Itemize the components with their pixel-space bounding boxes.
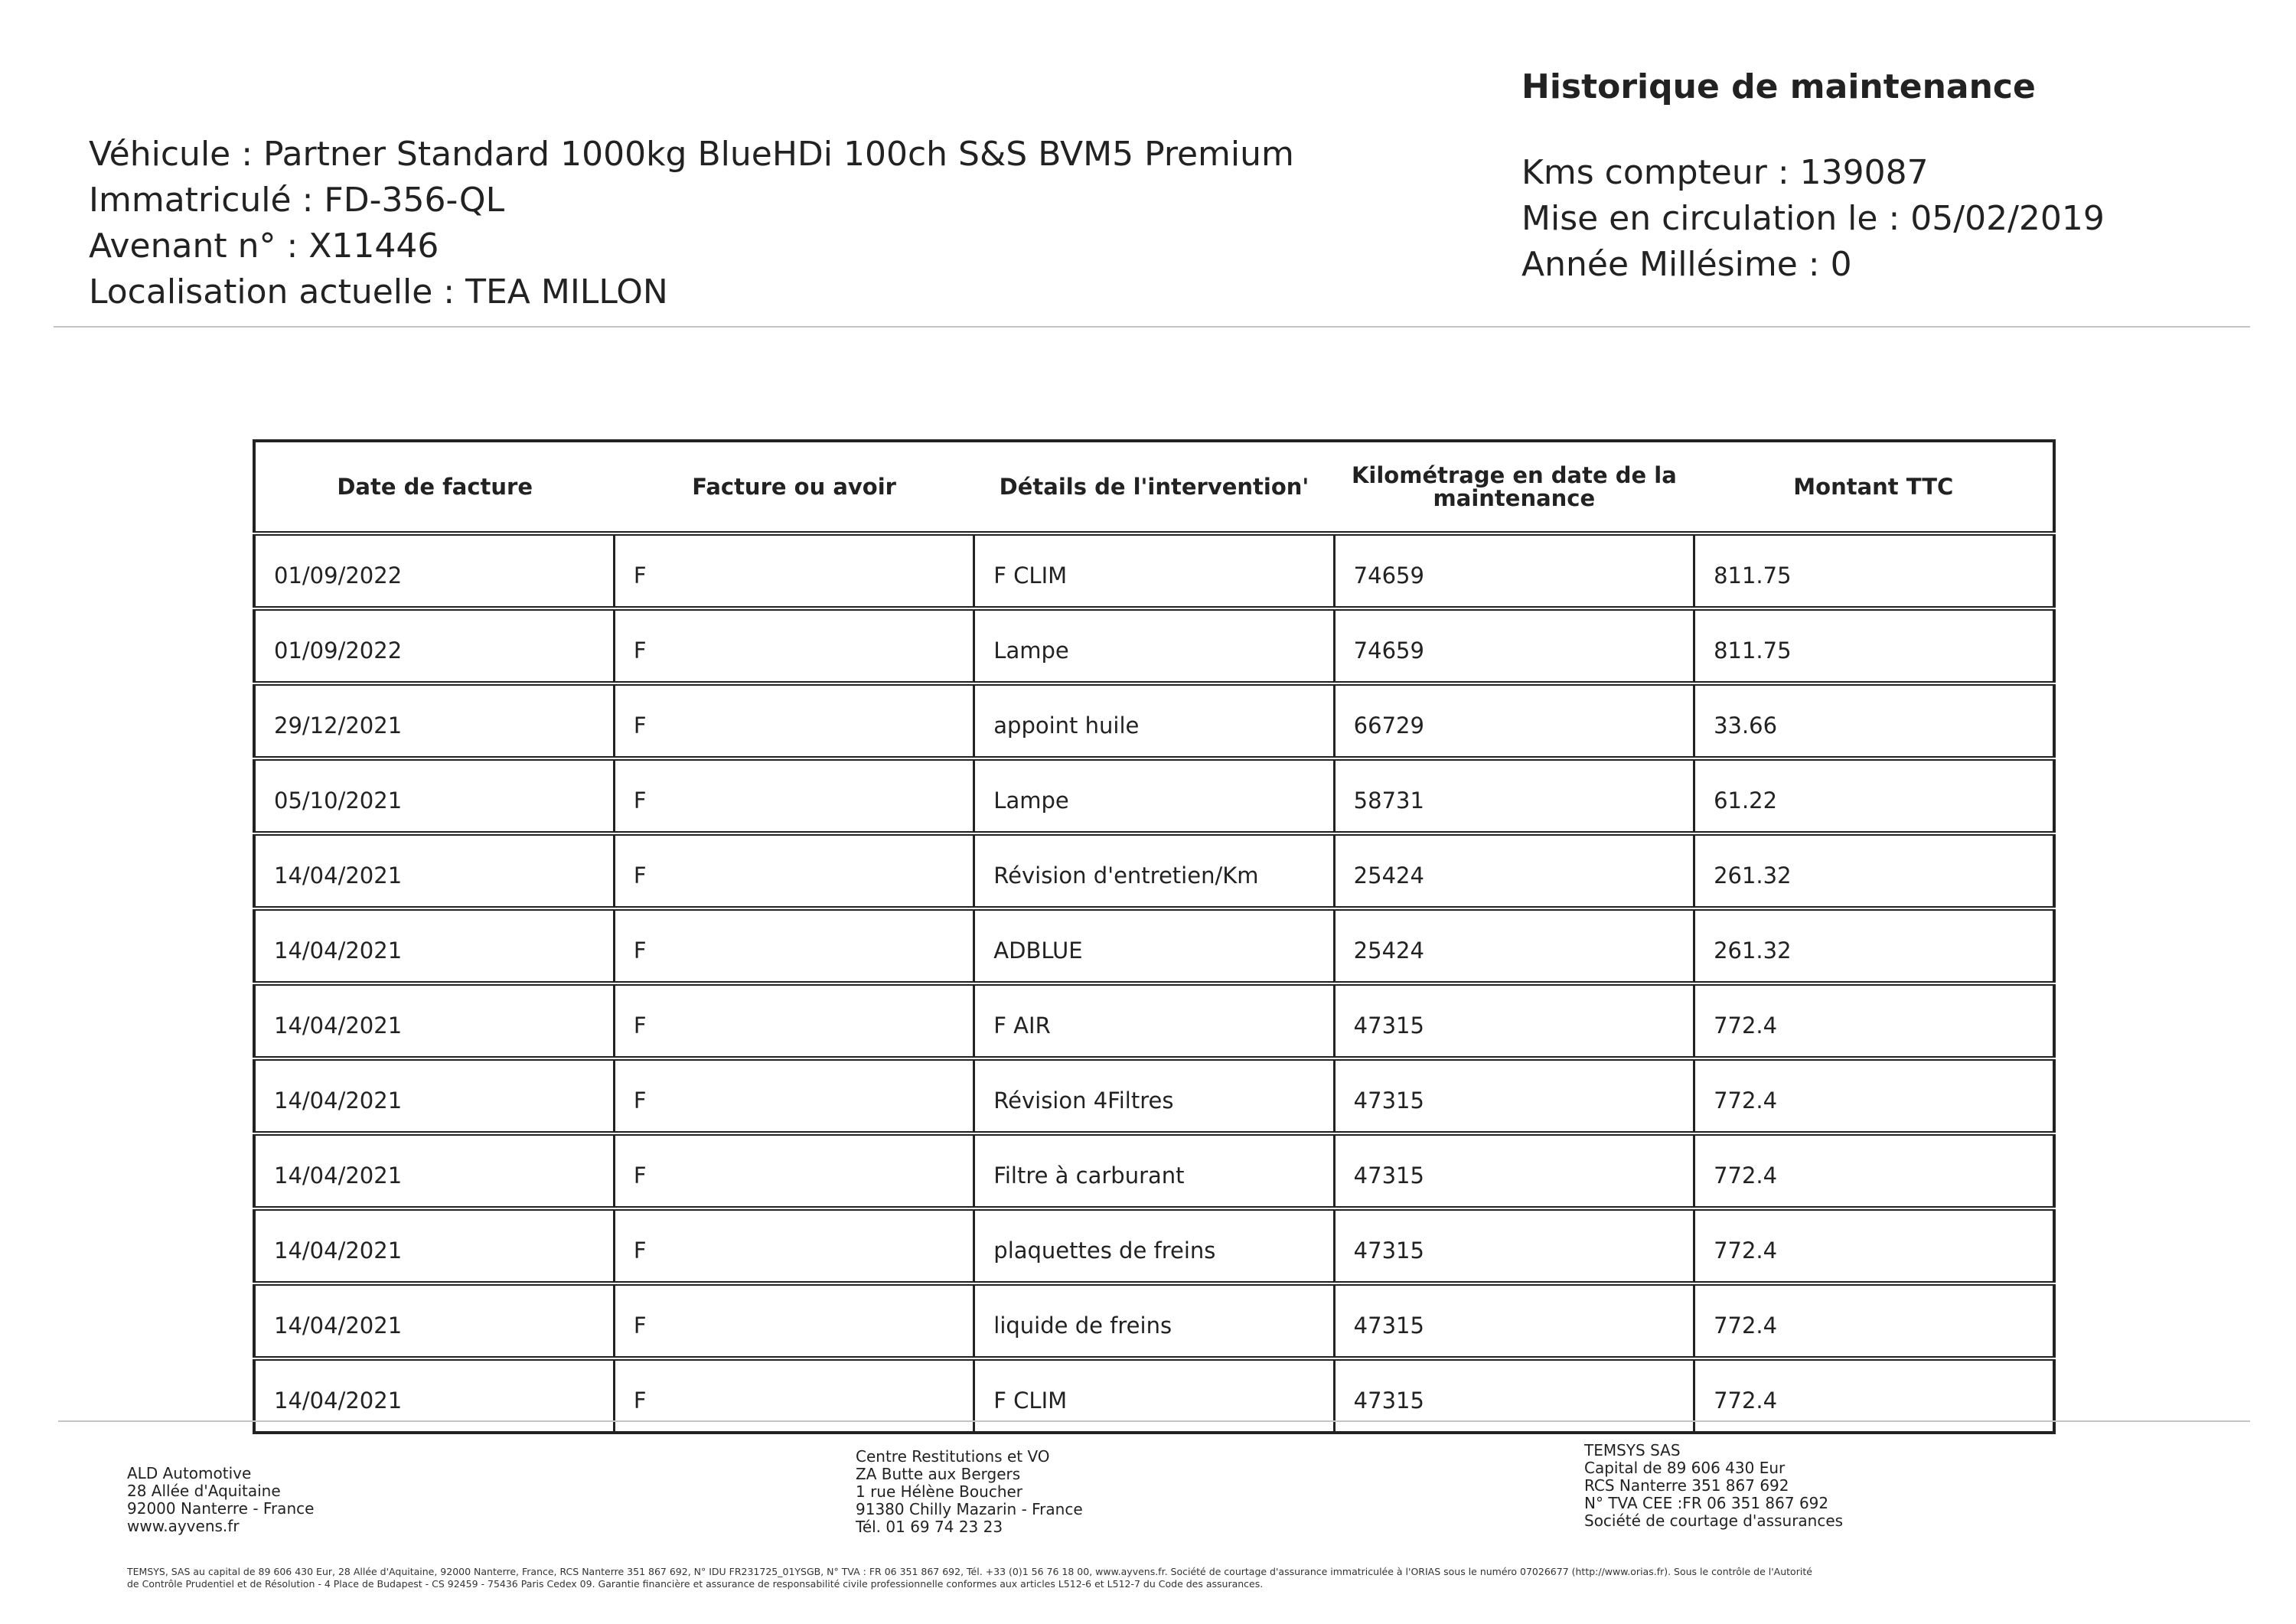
cell-amount: 772.4 — [1694, 1283, 2054, 1358]
footer-return-center — [856, 1448, 1083, 1536]
legal-line: TEMSYS, SAS au capital de 89 606 430 Eur, 28 Allée d'Aquitaine, 92000 Nanterre, France, RCS Nanterre 351 867 692, N° IDU FR231725_01YSGB, N° TVA : FR 06 351 867 692, Tél. +33 (0)1 56 76 18 00, www.ayvens.fr. Société de courtage d'assurance immatriculée à l'ORIAS sous le numéro 07026677 (http://www.orias.fr). Sous le contrôle de l'Autorité — [127, 1566, 1812, 1577]
footer-legal-entity — [1584, 1442, 1843, 1530]
cell-mileage: 74659 — [1334, 608, 1694, 683]
table-row — [254, 983, 2054, 1058]
cell-mileage: 66729 — [1334, 683, 1694, 758]
cell-intervention-details: Filtre à carburant — [974, 1133, 1334, 1208]
table-row — [254, 683, 2054, 758]
footer-line: Tél. 01 69 74 23 23 — [856, 1518, 1003, 1536]
footer-line: Centre Restitutions et VO — [856, 1447, 1050, 1466]
cell-invoice-date: 14/04/2021 — [254, 833, 614, 908]
table-row — [254, 608, 2054, 683]
footer-line: www.ayvens.fr — [127, 1517, 240, 1535]
footer-divider — [58, 1420, 2250, 1422]
cell-mileage: 74659 — [1334, 533, 1694, 608]
table-row — [254, 1208, 2054, 1283]
table-header-row — [254, 441, 2054, 533]
cell-invoice-date: 14/04/2021 — [254, 1133, 614, 1208]
footer-legal-notice — [127, 1566, 2193, 1590]
footer-line: ALD Automotive — [127, 1464, 252, 1482]
footer-company-address — [127, 1465, 314, 1535]
table-row — [254, 1133, 2054, 1208]
cell-amount: 772.4 — [1694, 1133, 2054, 1208]
column-header-invoice-date: Date de facture — [254, 441, 614, 533]
contract-amendment: Avenant n° : X11446 — [89, 227, 439, 266]
footer-line: 92000 Nanterre - France — [127, 1499, 315, 1518]
cell-intervention-details: plaquettes de freins — [974, 1208, 1334, 1283]
cell-intervention-details: Révision 4Filtres — [974, 1058, 1334, 1133]
footer-line: Capital de 89 606 430 Eur — [1584, 1459, 1786, 1477]
cell-invoice-type: F — [614, 983, 974, 1058]
vehicle-meta-block — [1521, 150, 2105, 288]
maintenance-table-container — [253, 439, 2056, 1434]
cell-invoice-date: 01/09/2022 — [254, 533, 614, 608]
cell-mileage: 25424 — [1334, 908, 1694, 983]
cell-amount: 811.75 — [1694, 608, 2054, 683]
cell-invoice-date: 01/09/2022 — [254, 608, 614, 683]
table-row — [254, 833, 2054, 908]
vehicle-location: Localisation actuelle : TEA MILLON — [89, 272, 668, 311]
footer-line: 91380 Chilly Mazarin - France — [856, 1500, 1083, 1518]
cell-amount: 33.66 — [1694, 683, 2054, 758]
cell-intervention-details: F CLIM — [974, 1358, 1334, 1433]
cell-amount: 261.32 — [1694, 833, 2054, 908]
column-header-invoice-type: Facture ou avoir — [614, 441, 974, 533]
cell-invoice-type: F — [614, 608, 974, 683]
cell-mileage: 47315 — [1334, 1358, 1694, 1433]
cell-amount: 61.22 — [1694, 758, 2054, 833]
footer-line: 28 Allée d'Aquitaine — [127, 1482, 281, 1500]
cell-intervention-details: Lampe — [974, 758, 1334, 833]
cell-invoice-date: 14/04/2021 — [254, 1058, 614, 1133]
cell-mileage: 58731 — [1334, 758, 1694, 833]
cell-invoice-type: F — [614, 758, 974, 833]
table-row — [254, 1283, 2054, 1358]
cell-invoice-type: F — [614, 908, 974, 983]
legal-line: de Contrôle Prudentiel et de Résolution - 4 Place de Budapest - CS 92459 - 75436 Paris Cedex 09. Garantie financière et assurance de responsabilité civile professionnelle conformes aux articles L512-6 et L512-7 du Code des assurances. — [127, 1578, 1264, 1590]
table-row — [254, 758, 2054, 833]
cell-amount: 772.4 — [1714, 1388, 1778, 1414]
cell-invoice-type: F — [614, 1208, 974, 1283]
cell-invoice-type: F — [614, 1133, 974, 1208]
cell-invoice-date: 14/04/2021 — [254, 1358, 614, 1433]
footer-line: 1 rue Hélène Boucher — [856, 1482, 1023, 1501]
cell-invoice-date: 14/04/2021 — [254, 1208, 614, 1283]
column-header-intervention-details: Détails de l'intervention' — [974, 441, 1334, 533]
table-row — [254, 533, 2054, 608]
table-row — [254, 908, 2054, 983]
cell-invoice-type: F — [614, 1358, 974, 1433]
cell-invoice-type: F — [614, 533, 974, 608]
cell-mileage: 47315 — [1334, 1058, 1694, 1133]
column-header-amount: Montant TTC — [1694, 441, 2054, 533]
cell-intervention-details: Révision d'entretien/Km — [974, 833, 1334, 908]
cell-invoice-date: 14/04/2021 — [254, 1283, 614, 1358]
cell-amount: 811.75 — [1694, 533, 2054, 608]
cell-mileage: 25424 — [1334, 833, 1694, 908]
cell-intervention-details: F CLIM — [974, 533, 1334, 608]
cell-invoice-type: F — [614, 1058, 974, 1133]
cell-intervention-details: F AIR — [974, 983, 1334, 1058]
first-registration-date: Mise en circulation le : 05/02/2019 — [1521, 199, 2105, 238]
cell-intervention-details: liquide de freins — [974, 1283, 1334, 1358]
cell-amount: 772.4 — [1694, 1058, 2054, 1133]
odometer-reading: Kms compteur : 139087 — [1521, 153, 1929, 192]
table-body — [254, 533, 2054, 1433]
cell-mileage: 47315 — [1334, 983, 1694, 1058]
cell-invoice-type: F — [614, 833, 974, 908]
cell-intervention-details: Lampe — [974, 608, 1334, 683]
cell-amount: 261.32 — [1694, 908, 2054, 983]
vehicle-model: Véhicule : Partner Standard 1000kg BlueHDi 100ch S&S BVM5 Premium — [89, 135, 1294, 174]
header-divider — [54, 326, 2250, 328]
cell-intervention-details: ADBLUE — [974, 908, 1334, 983]
model-year: Année Millésime : 0 — [1521, 245, 1852, 284]
vehicle-info-block — [89, 132, 1294, 315]
vehicle-registration: Immatriculé : FD-356-QL — [89, 181, 505, 220]
cell-invoice-type: F — [614, 683, 974, 758]
column-header-mileage: Kilométrage en date de la maintenance — [1334, 441, 1694, 533]
cell-invoice-date: 29/12/2021 — [254, 683, 614, 758]
footer-line: Société de courtage d'assurances — [1584, 1511, 1844, 1530]
cell-invoice-date: 14/04/2021 — [254, 983, 614, 1058]
cell-mileage: 47315 — [1334, 1208, 1694, 1283]
cell-amount: 772.4 — [1694, 983, 2054, 1058]
cell-invoice-date: 05/10/2021 — [254, 758, 614, 833]
cell-amount: 772.4 — [1694, 1208, 2054, 1283]
cell-mileage: 47315 — [1334, 1133, 1694, 1208]
footer-line: N° TVA CEE :FR 06 351 867 692 — [1584, 1494, 1829, 1512]
table-row — [254, 1058, 2054, 1133]
cell-invoice-date: 14/04/2021 — [254, 908, 614, 983]
document-title: Historique de maintenance — [1521, 67, 2036, 106]
footer-line: ZA Butte aux Bergers — [856, 1465, 1021, 1483]
maintenance-table — [253, 439, 2056, 1434]
cell-mileage: 47315 — [1334, 1283, 1694, 1358]
cell-intervention-details: appoint huile — [974, 683, 1334, 758]
footer-line: TEMSYS SAS — [1584, 1441, 1681, 1459]
cell-invoice-type: F — [614, 1283, 974, 1358]
footer-line: RCS Nanterre 351 867 692 — [1584, 1476, 1789, 1495]
